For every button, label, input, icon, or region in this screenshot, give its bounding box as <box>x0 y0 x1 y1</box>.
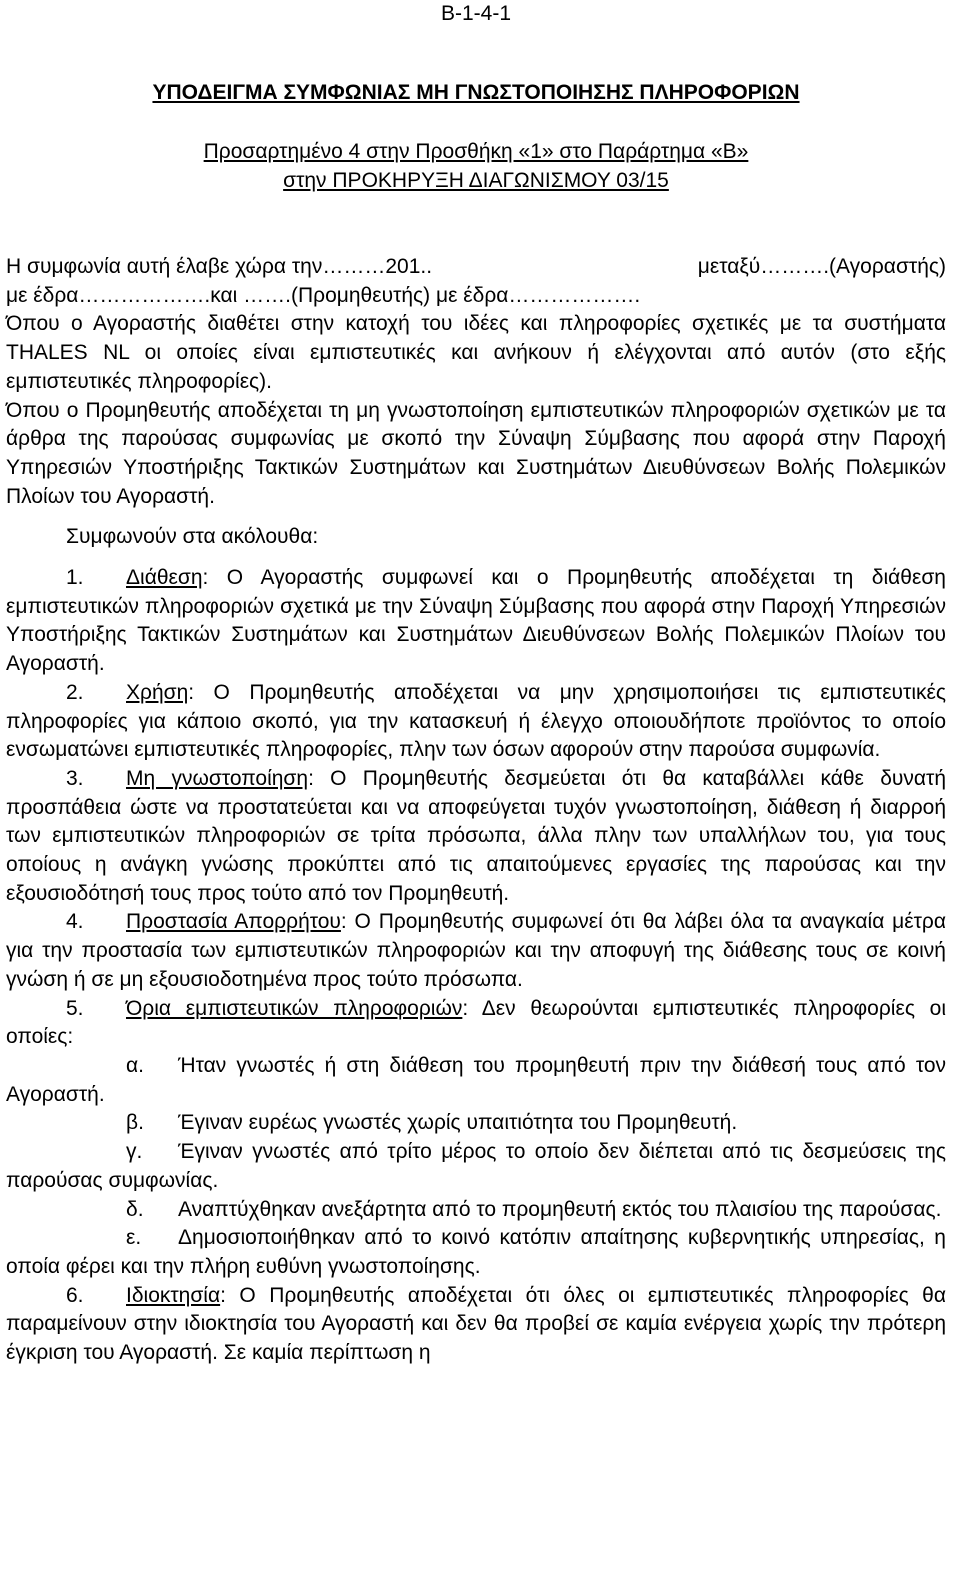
clause-heading: Ιδιοκτησία <box>126 1283 221 1307</box>
clause-5: 5. Όρια εμπιστευτικών πληροφοριών: Δεν θεωρούνται εμπιστευτικές πληροφορίες οι οποίες: <box>6 996 947 1049</box>
intro-seat-line: με έδρα……………….και …….(Προμηθευτής) με έδρα………………. <box>6 283 641 307</box>
whereas-supplier: Όπου ο Προμηθευτής αποδέχεται τη μη γνωστοποίηση εμπιστευτικών πληροφοριών σχετικών με τα άρθρα της παρούσας συμφωνίας με σκοπό την Σύναψη Σύμβασης που αφορά στην Παροχή Υπηρεσιών Υποστήριξης Τακτικών Συστημάτων και Συστημάτων Διευθύνσεων Βολής Πολεμικών Πλοίων του Αγοραστή. <box>6 398 946 508</box>
subitem-c: γ. Έγιναν γνωστές από τρίτο μέρος το οποίο δεν διέπεται από τις δεσμεύσεις της παρούσας συμφωνίας. <box>6 1140 946 1192</box>
clause-4: 4. Προστασία Απορρήτου: Ο Προμηθευτής συμφωνεί ότι θα λάβει όλα τα αναγκαία μέτρα για την προστασία των εμπιστευτικών πληροφοριών και την αποφυγή της διάθεσης τους σε κοινή γνώση ή σε μη εξουσιοδοτημένα προς τούτο πρόσωπα. <box>6 910 947 991</box>
clause-text: : Ο Προμηθευτής αποδέχεται να μην χρησιμοποιήσει τις εμπιστευτικές πληροφορίες για κάποιο σκοπό, για την κατασκευή ή έλεγχο οποιουδήποτε προϊόντος το οποίο ενσωματώνει εμπιστευτικές πληροφορίες, πλην των όσων αφορούν στην παρούσα συμφωνία. <box>6 680 946 762</box>
intro-line-1 <box>6 253 946 282</box>
clause-text: : Ο Αγοραστής συμφωνεί και ο Προμηθευτής αποδέχεται τη διάθεση εμπιστευτικών πληροφοριών σχετικά με την Σύναψη Σύμβασης που αφορά στην Παροχή Υπηρεσιών Υποστήριξης Τακτικών Συστημάτων και Συστημάτων Διευθύνσεων Βολής Πολεμικών Πλοίων του Αγοραστή. <box>6 566 946 676</box>
whereas-buyer: Όπου ο Αγοραστής διαθέτει στην κατοχή του ιδέες και πληροφορίες σχετικές με τα συστήματα THALES NL οι οποίες είναι εμπιστευτικές και ανήκουν ή ελέγχονται από αυτόν (στο εξής εμπιστευτικές πληροφορίες). <box>6 312 946 393</box>
agree-heading: Συμφωνούν στα ακόλουθα: <box>66 525 319 549</box>
subtitle-line-2: στην ΠΡΟΚΗΡΥΞΗ ΔΙΑΓΩΝΙΣΜΟΥ 03/15 <box>283 169 669 192</box>
clause-heading: Προστασία Απορρήτου <box>126 910 341 934</box>
document-page <box>6 0 946 1368</box>
clause-3: 3. Μη γνωστοποίηση: Ο Προμηθευτής δεσμεύεται ότι θα καταβάλλει κάθε δυνατή προσπάθεια ώστε να προστατεύεται και να αποφεύγεται τυχόν γνωστοποίηση, διάθεση ή διαρροή των εμπιστευτικών πληροφοριών σε τρίτα πρόσωπα, άλλα πλην των υπαλλήλων του, για τους οποίους η ανάγκη γνώσης προκύπτει από τις απαιτούμενες εργασίες της παρούσας και την εξουσιοδότησή τους προς τούτο από τον Προμηθευτή. <box>6 766 946 905</box>
intro-date: Η συμφωνία αυτή έλαβε χώρα την………201.. <box>6 255 433 278</box>
clause-text: : Ο Προμηθευτής συμφωνεί ότι θα λάβει όλα τα αναγκαία μέτρα για την προστασία των εμπιστευτικών πληροφοριών και την αποφυγή της διάθεσης τους σε κοινή γνώση ή σε μη εξουσιοδοτημένα προς τούτο πρόσωπα. <box>6 910 947 991</box>
clause-text: : Ο Προμηθευτής δεσμεύεται ότι θα καταβάλλει κάθε δυνατή προσπάθεια ώστε να προστατεύεται και να αποφεύγεται τυχόν γνωστοποίηση, διάθεση ή διαρροή των εμπιστευτικών πληροφοριών σε τρίτα πρόσωπα, άλλα πλην των υπαλλήλων του, για τους οποίους η ανάγκη γνώσης προκύπτει από τις απαιτούμενες εργασίες της παρούσας και την εξουσιοδότησή τους προς τούτο από τον Προμηθευτή. <box>6 766 946 905</box>
subitem-b: β. Έγιναν ευρέως γνωστές χωρίς υπαιτιότητα του Προμηθευτή. <box>126 1111 738 1135</box>
clause-1: 1. Διάθεση: Ο Αγοραστής συμφωνεί και ο Προμηθευτής αποδέχεται τη διάθεση εμπιστευτικών πληροφοριών σχετικά με την Σύναψη Σύμβασης που αφορά στην Παροχή Υπηρεσιών Υποστήριξης Τακτικών Συστημάτων και Συστημάτων Διευθύνσεων Βολής Πολεμικών Πλοίων του Αγοραστή. <box>6 566 946 676</box>
intro-buyer: μεταξύ……….(Αγοραστής) <box>697 255 946 278</box>
document-subtitle <box>6 138 946 196</box>
clause-heading: Χρήση <box>126 680 189 704</box>
clause-heading: Διάθεση <box>126 566 203 590</box>
clause-6: 6. Ιδιοκτησία: Ο Προμηθευτής αποδέχεται ότι όλες οι εμπιστευτικές πληροφορίες θα παραμείνουν στην ιδιοκτησία του Αγοραστή και δεν θα προβεί σε καμία ενέργεια χωρίς την πρότερη έγκριση του Αγοραστή. Σε καμία περίπτωση η <box>6 1283 946 1365</box>
clause-heading: Όρια εμπιστευτικών πληροφοριών <box>126 996 463 1020</box>
document-title: ΥΠΟΔΕΙΓΜΑ ΣΥΜΦΩΝΙΑΣ ΜΗ ΓΝΩΣΤΟΠΟΙΗΣΗΣ ΠΛΗΡΟΦΟΡΙΩΝ <box>152 81 800 104</box>
document-code: Β-1-4-1 <box>440 2 512 25</box>
clause-heading: Μη γνωστοποίηση <box>126 766 309 790</box>
subitem-a: α. Ήταν γνωστές ή στη διάθεση του προμηθευτή πριν την διάθεσή τους από τον Αγοραστή. <box>6 1053 946 1106</box>
clause-2: 2. Χρήση: Ο Προμηθευτής αποδέχεται να μην χρησιμοποιήσει τις εμπιστευτικές πληροφορίες για κάποιο σκοπό, για την κατασκευή ή έλεγχο οποιουδήποτε προϊόντος το οποίο ενσωματώνει εμπιστευτικές πληροφορίες, πλην των όσων αφορούν στην παρούσα συμφωνία. <box>6 680 946 762</box>
subitem-d: δ. Αναπτύχθηκαν ανεξάρτητα από το προμηθευτή εκτός του πλαισίου της παρούσας. <box>126 1197 942 1221</box>
subitem-e: ε. Δημοσιοποιήθηκαν από το κοινό κατόπιν απαίτησης κυβερνητικής υπηρεσίας, η οποία φέρει και την πλήρη ευθύνη γνωστοποίησης. <box>6 1226 946 1278</box>
clause-text: : Ο Προμηθευτής αποδέχεται ότι όλες οι εμπιστευτικές πληροφορίες θα παραμείνουν στην ιδιοκτησία του Αγοραστή και δεν θα προβεί σε καμία ενέργεια χωρίς την πρότερη έγκριση του Αγοραστή. Σε καμία περίπτωση η <box>6 1283 946 1365</box>
clause-text: : Δεν θεωρούνται εμπιστευτικές πληροφορίες οι οποίες: <box>6 996 947 1049</box>
subtitle-line-1: Προσαρτημένο 4 στην Προσθήκη «1» στο Παράρτημα «Β» <box>203 140 749 163</box>
